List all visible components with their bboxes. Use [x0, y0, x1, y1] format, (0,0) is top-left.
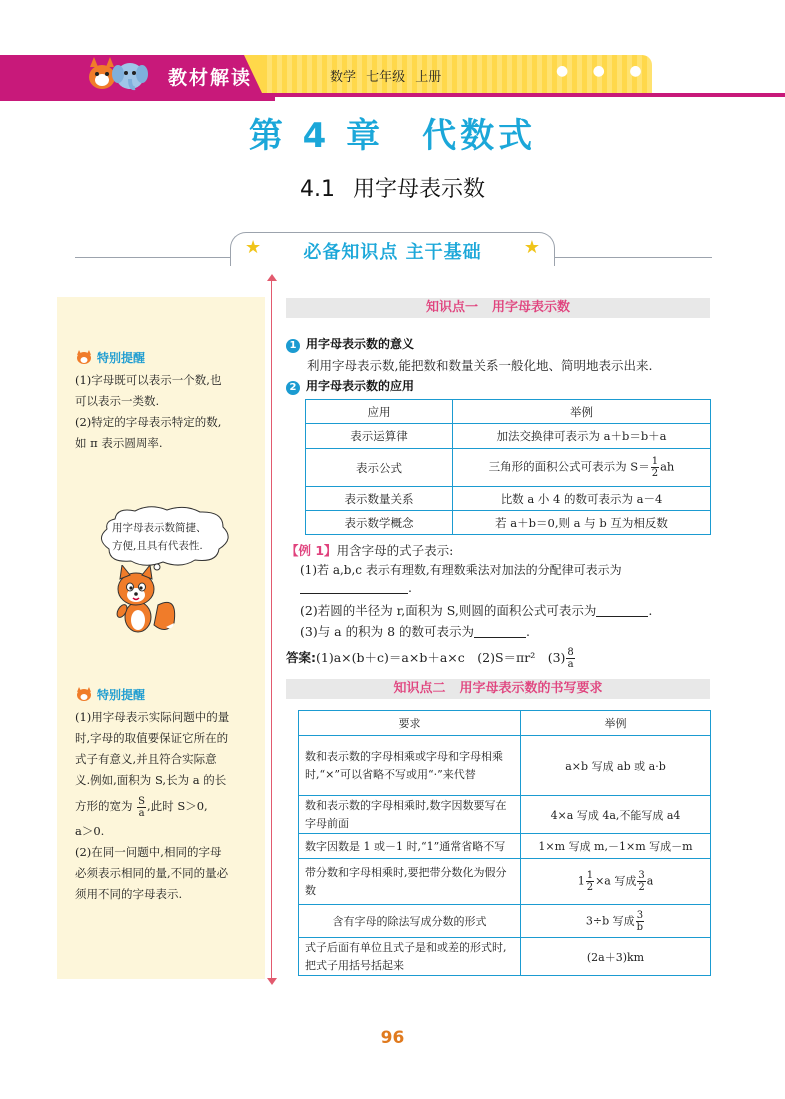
tip-line: 必须表示相同的量,不同的量必 [75, 866, 229, 880]
answer-blank [596, 616, 648, 617]
example-tag: 【例 1】 [286, 543, 337, 558]
fraction [586, 870, 594, 893]
tip-line: 时,字母的取值要保证它所在的 [75, 731, 229, 745]
knowledge-point-2-bar [286, 679, 710, 699]
numerator: 3 [636, 909, 644, 921]
kp-label: 知识点二 [393, 681, 446, 696]
bubble-line: 方便,且具有代表性. [112, 540, 203, 552]
q2-text: (2)若圆的半径为 r,面积为 S,则圆的面积公式可表示为 [300, 603, 597, 618]
tip-line: 义.例如,面积为 S,长为 a 的长 [75, 773, 227, 787]
numerator: 3 [638, 870, 645, 881]
tip-line: (2)特定的字母表示特定的数, [75, 415, 222, 429]
page-number: 96 [380, 1028, 405, 1048]
item-heading-2 [286, 377, 414, 395]
example-q1: (1)若 a,b,c 表示有理数,有理数乘法对加法的分配律可表示为 [300, 563, 622, 577]
section-number: 4.1 [299, 177, 335, 202]
star-icon: ★ [245, 237, 262, 258]
mascot-logo-icon [82, 57, 152, 91]
table-cell: 若 a＋b＝0,则 a 与 b 互为相反数 [453, 511, 711, 535]
cell-text: 1 [577, 874, 585, 888]
tip-heading-1 [75, 349, 145, 366]
table-row [306, 487, 711, 511]
numerator: 1 [651, 456, 659, 467]
q3-text: (3)与 a 的积为 8 的数可表示为 [300, 624, 475, 639]
kp-label: 知识点一 [425, 300, 478, 315]
star-icon: ★ [523, 237, 540, 258]
numerator: 8 [567, 647, 574, 658]
example-q3: (3)与 a 的积为 8 的数可表示为 . [300, 624, 530, 639]
cell-text: 3÷b 写成 [585, 914, 635, 927]
bubble-line: 用字母表示数简捷、 [112, 522, 207, 534]
table-cell: 表示运算律 [306, 424, 453, 449]
denominator: b [636, 921, 644, 933]
table-row [306, 449, 711, 487]
writing-rules-table [298, 710, 711, 976]
table-cell [521, 905, 711, 938]
tip-line: 如 π 表示圆周率. [75, 436, 163, 450]
table-row [306, 511, 711, 535]
tip-heading-text: 特别提醒 [97, 351, 146, 365]
denominator: a [138, 807, 145, 819]
arrow-down-icon [267, 978, 277, 985]
denominator: 2 [638, 882, 645, 893]
numerator: 1 [586, 870, 594, 881]
table-cell: 表示数学概念 [306, 511, 453, 535]
table-row [299, 736, 711, 796]
tip-heading-text: 特别提醒 [97, 688, 146, 702]
table-cell: 带分数和字母相乘时,要把带分数化为假分数 [299, 859, 521, 905]
tip-line: a＞0. [75, 824, 105, 838]
table-cell: 数和表示数的字母相乘时,数字因数要写在字母前面 [299, 796, 521, 834]
table-header-row [299, 711, 711, 736]
chapter-title: 第 4 章 代数式 [248, 116, 537, 156]
subject-grade-label: 数学 七年级 上册 [330, 70, 442, 85]
item-heading-1 [286, 335, 414, 353]
table-header-row [306, 400, 711, 424]
table-row [299, 834, 711, 859]
table-cell: 比数 a 小 4 的数可表示为 a－4 [453, 487, 711, 511]
fox-icon [75, 687, 93, 701]
table-cell: 1×m 写成 m,－1×m 写成－m [521, 834, 711, 859]
tip-line: 式子有意义,并且符合实际意 [75, 752, 217, 766]
knowledge-point-1-bar [286, 298, 710, 318]
header-dots: ● ● ● [556, 63, 652, 79]
kp-title: 用字母表示数 [492, 300, 571, 315]
number-badge-icon: 2 [286, 381, 300, 395]
table-cell: 数字因数是 1 或－1 时,“1”通常省略不写 [299, 834, 521, 859]
fox-mascot-icon [108, 565, 180, 635]
tip-line: (1)字母既可以表示一个数,也 [75, 373, 222, 387]
tip-body-1 [75, 370, 265, 454]
table-cell: 表示数量关系 [306, 487, 453, 511]
fraction [636, 910, 644, 933]
table-row [299, 796, 711, 834]
example-answer [286, 645, 576, 671]
bubble-text [112, 519, 232, 555]
item-text-1: 利用字母表示数,能把数和数量关系一般化地、简明地表示出来. [307, 358, 653, 373]
knowledge-banner [230, 232, 555, 266]
column-header: 举例 [521, 711, 711, 736]
answer-blank-q1: . [300, 580, 412, 595]
tip-line: 方形的宽为 [75, 799, 133, 813]
divider [271, 278, 272, 981]
tip-frac-line [75, 791, 265, 821]
table-cell: 表示公式 [306, 449, 453, 487]
column-header: 应用 [306, 400, 453, 424]
arrow-up-icon [267, 274, 277, 281]
item-title: 用字母表示数的意义 [306, 337, 415, 351]
table-row [306, 424, 711, 449]
series-title: 教材解读 [168, 67, 253, 89]
cell-text: 三角形的面积公式可表示为 S＝ [488, 459, 650, 474]
tip-line: 须用不同的字母表示. [75, 887, 183, 901]
page-header [0, 55, 785, 101]
table-row [299, 859, 711, 905]
table-row [299, 905, 711, 938]
banner-text: 必备知识点 主干基础 [303, 242, 482, 263]
fraction [566, 647, 574, 670]
cell-text: a [646, 874, 654, 888]
table-cell: 加法交换律可表示为 a＋b＝b＋a [453, 424, 711, 449]
example-intro [286, 541, 453, 559]
fraction [137, 796, 146, 819]
table-cell: 式子后面有单位且式子是和或差的形式时,把式子用括号括起来 [299, 938, 521, 976]
table-cell: 4×a 写成 4a,不能写成 a4 [521, 796, 711, 834]
fraction [637, 870, 645, 893]
table-cell: 含有字母的除法写成分数的形式 [299, 905, 521, 938]
table-cell [453, 449, 711, 487]
column-header: 要求 [299, 711, 521, 736]
answer-tag: 答案: [286, 650, 316, 665]
table-row [299, 938, 711, 976]
tip-line: ,此时 S＞0, [147, 799, 208, 813]
number-badge-icon: 1 [286, 339, 300, 353]
kp-title: 用字母表示数的书写要求 [459, 681, 603, 696]
example-q2: (2)若圆的半径为 r,面积为 S,则圆的面积公式可表示为 . [300, 603, 653, 618]
answer-blank [474, 637, 526, 638]
table-cell [521, 859, 711, 905]
example-intro-text: 用含字母的式子表示: [336, 543, 454, 558]
application-table [305, 399, 711, 535]
tip-line: (2)在同一问题中,相同的字母 [75, 845, 222, 859]
tip-heading-2 [75, 686, 145, 703]
table-cell: 数和表示数的字母相乘或字母和字母相乘时,“×”可以省略不写或用“·”来代替 [299, 736, 521, 796]
table-cell: (2a＋3)km [521, 938, 711, 976]
denominator: a [567, 659, 574, 670]
cell-text: ×a 写成 [595, 874, 637, 888]
fraction [651, 456, 659, 479]
tip-body-2 [75, 707, 265, 905]
item-title: 用字母表示数的应用 [306, 379, 415, 393]
tip-line: (1)用字母表示实际问题中的量 [75, 710, 230, 724]
fox-icon [75, 350, 93, 364]
tip-line: 可以表示一类数. [75, 394, 160, 408]
denominator: 2 [586, 882, 594, 893]
denominator: 2 [651, 468, 659, 479]
numerator: S [138, 795, 146, 807]
column-header: 举例 [453, 400, 711, 424]
section-name: 用字母表示数 [352, 177, 485, 202]
answer-text: (1)a×(b＋c)＝a×b＋a×c (2)S＝πr² (3) [316, 650, 566, 665]
section-title [0, 172, 785, 203]
cell-text: ah [660, 459, 675, 474]
table-cell: a×b 写成 ab 或 a·b [521, 736, 711, 796]
